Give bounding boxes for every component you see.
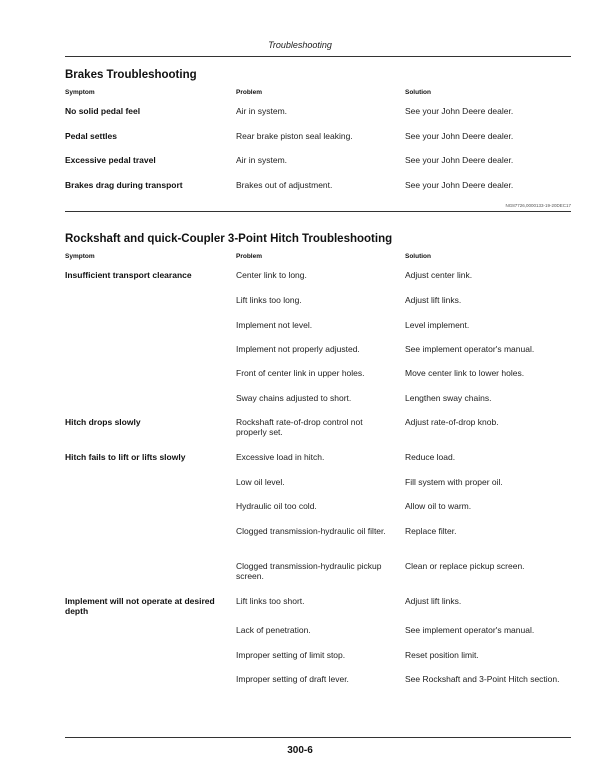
symptom-cell: No solid pedal feel bbox=[65, 106, 141, 116]
header-rule bbox=[65, 56, 571, 57]
problem-cell: Air in system. bbox=[236, 155, 288, 165]
solution-cell: See your John Deere dealer. bbox=[405, 180, 514, 190]
brakes-col-solution: Solution bbox=[405, 89, 431, 96]
problem-cell: Air in system. bbox=[236, 106, 288, 116]
brakes-col-problem: Problem bbox=[236, 89, 263, 96]
symptom-cell: Insufficient transport clearance bbox=[65, 270, 192, 280]
problem-cell: Lift links too long. bbox=[236, 295, 302, 305]
rockshaft-section-title: Rockshaft and quick-Coupler 3-Point Hitch Troubleshooting bbox=[65, 233, 393, 245]
problem-cell: Implement not level. bbox=[236, 320, 313, 330]
reference-code: NG87726,0000133-19-20DEC17 bbox=[505, 203, 571, 208]
rockshaft-col-problem: Problem bbox=[236, 253, 263, 260]
solution-cell: Adjust lift links. bbox=[405, 596, 462, 606]
solution-cell: Replace filter. bbox=[405, 526, 457, 536]
symptom-cell: Implement will not operate at desired depth bbox=[65, 596, 215, 616]
symptom-cell: Excessive pedal travel bbox=[65, 155, 156, 165]
symptom-cell: Brakes drag during transport bbox=[65, 180, 183, 190]
solution-cell: See your John Deere dealer. bbox=[405, 131, 514, 141]
problem-cell: Improper setting of draft lever. bbox=[236, 674, 349, 684]
solution-cell: Move center link to lower holes. bbox=[405, 368, 525, 378]
problem-cell: Brakes out of adjustment. bbox=[236, 180, 333, 190]
solution-cell: Adjust center link. bbox=[405, 270, 473, 280]
solution-cell: Level implement. bbox=[405, 320, 470, 330]
problem-cell: Clogged transmission-hydraulic oil filter. bbox=[236, 526, 386, 536]
solution-cell: Lengthen sway chains. bbox=[405, 393, 492, 403]
problem-cell: Implement not properly adjusted. bbox=[236, 344, 360, 354]
problem-cell: Lack of penetration. bbox=[236, 625, 311, 635]
problem-cell: Low oil level. bbox=[236, 477, 285, 487]
problem-cell: Excessive load in hitch. bbox=[236, 452, 325, 462]
solution-cell: Reset position limit. bbox=[405, 650, 479, 660]
problem-cell: Lift links too short. bbox=[236, 596, 305, 606]
problem-cell: Front of center link in upper holes. bbox=[236, 368, 365, 378]
problem-cell: Sway chains adjusted to short. bbox=[236, 393, 352, 403]
symptom-cell: Pedal settles bbox=[65, 131, 117, 141]
symptom-cell: Hitch drops slowly bbox=[65, 417, 141, 427]
rockshaft-col-symptom: Symptom bbox=[65, 253, 95, 260]
solution-cell: Reduce load. bbox=[405, 452, 456, 462]
solution-cell: Clean or replace pickup screen. bbox=[405, 561, 525, 571]
solution-cell: See your John Deere dealer. bbox=[405, 155, 514, 165]
solution-cell: See your John Deere dealer. bbox=[405, 106, 514, 116]
solution-cell: See implement operator's manual. bbox=[405, 344, 535, 354]
problem-cell: Clogged transmission-hydraulic pickup screen. bbox=[236, 561, 382, 581]
brakes-col-symptom: Symptom bbox=[65, 89, 95, 96]
solution-cell: See Rockshaft and 3-Point Hitch section. bbox=[405, 674, 560, 684]
solution-cell: Adjust lift links. bbox=[405, 295, 462, 305]
solution-cell: Allow oil to warm. bbox=[405, 501, 472, 511]
solution-cell: Fill system with proper oil. bbox=[405, 477, 503, 487]
page-header: Troubleshooting bbox=[268, 40, 332, 50]
problem-cell: Improper setting of limit stop. bbox=[236, 650, 346, 660]
footer-rule bbox=[65, 737, 571, 738]
problem-cell: Hydraulic oil too cold. bbox=[236, 501, 317, 511]
symptom-cell: Hitch fails to lift or lifts slowly bbox=[65, 452, 186, 462]
problem-cell: Center link to long. bbox=[236, 270, 307, 280]
solution-cell: Adjust rate-of-drop knob. bbox=[405, 417, 499, 427]
page-number: 300-6 bbox=[287, 745, 313, 756]
rockshaft-col-solution: Solution bbox=[405, 253, 431, 260]
problem-cell: Rockshaft rate-of-drop control not properly set. bbox=[236, 417, 363, 437]
brakes-section-title: Brakes Troubleshooting bbox=[65, 69, 197, 81]
problem-cell: Rear brake piston seal leaking. bbox=[236, 131, 353, 141]
solution-cell: See implement operator's manual. bbox=[405, 625, 535, 635]
section-rule bbox=[65, 211, 571, 212]
